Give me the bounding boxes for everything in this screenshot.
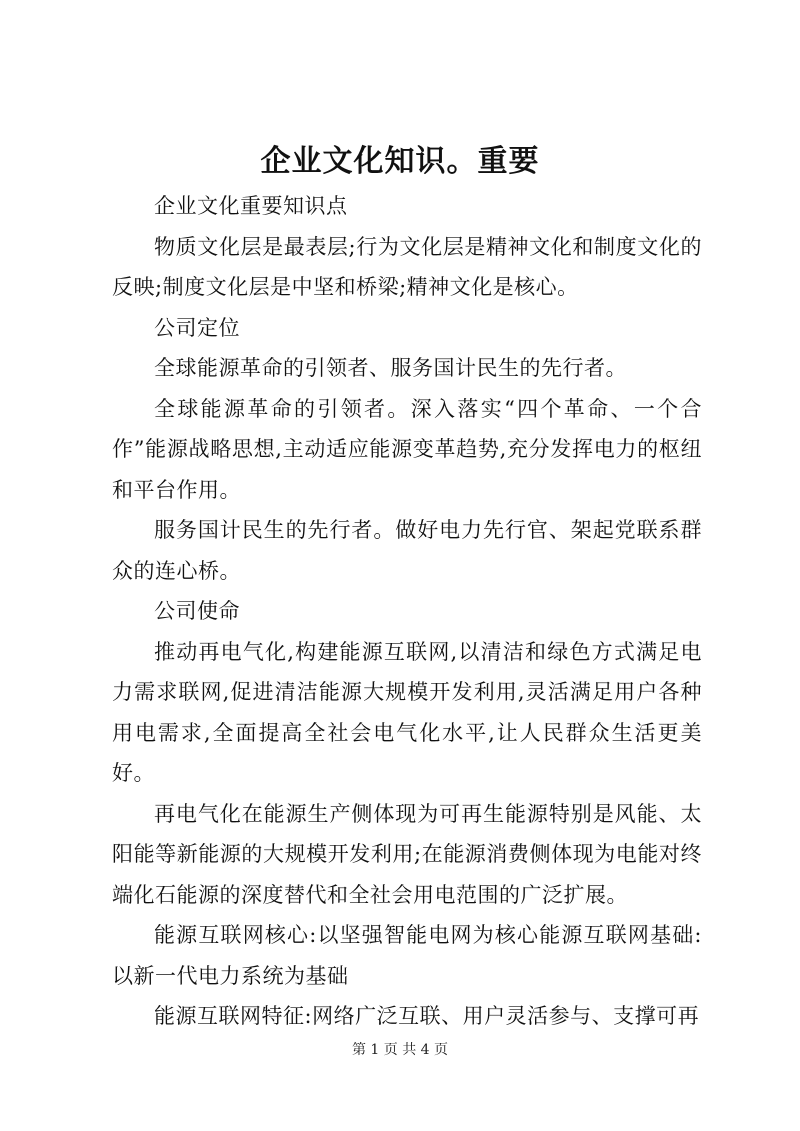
page-title: 企业文化知识。重要 <box>260 144 540 179</box>
paragraph: 全球能源革命的引领者、服务国计民生的先行者。 <box>154 356 627 380</box>
paragraph: 全球能源革命的引领者。深入落实“四个革命、一个合作”能源战略思想,主动适应能源变革趋势,充分发挥电力的枢纽和平台作用。 <box>112 396 702 502</box>
paragraph: 再电气化在能源生产侧体现为可再生能源特别是风能、太阳能等新能源的大规模开发利用;在能源消费侧体现为电能对终端化石能源的深度替代和全社会用电范围的广泛扩展。 <box>112 801 702 907</box>
paragraph: 推动再电气化,构建能源互联网,以清洁和绿色方式满足电力需求联网,促进清洁能源大规模开发利用,灵活满足用户各种用电需求,全面提高全社会电气化水平,让人民群众生活更美好。 <box>112 639 702 785</box>
paragraph: 企业文化重要知识点 <box>154 194 348 218</box>
page-number-footer: 第 1 页 共 4 页 <box>351 1042 449 1058</box>
paragraph: 服务国计民生的先行者。做好电力先行官、架起党联系群众的连心桥。 <box>112 518 702 583</box>
section-heading: 公司使命 <box>154 599 240 623</box>
paragraph: 能源互联网特征:网络广泛互联、用户灵活参与、支撑可再 <box>154 1004 700 1028</box>
paragraph: 能源互联网核心:以坚强智能电网为核心能源互联网基础:以新一代电力系统为基础 <box>112 923 702 988</box>
section-heading: 公司定位 <box>154 315 240 340</box>
paragraph: 物质文化层是最表层;行为文化层是精神文化和制度文化的反映;制度文化层是中坚和桥梁;精神文化是核心。 <box>112 234 702 299</box>
document-body <box>112 186 702 1037</box>
